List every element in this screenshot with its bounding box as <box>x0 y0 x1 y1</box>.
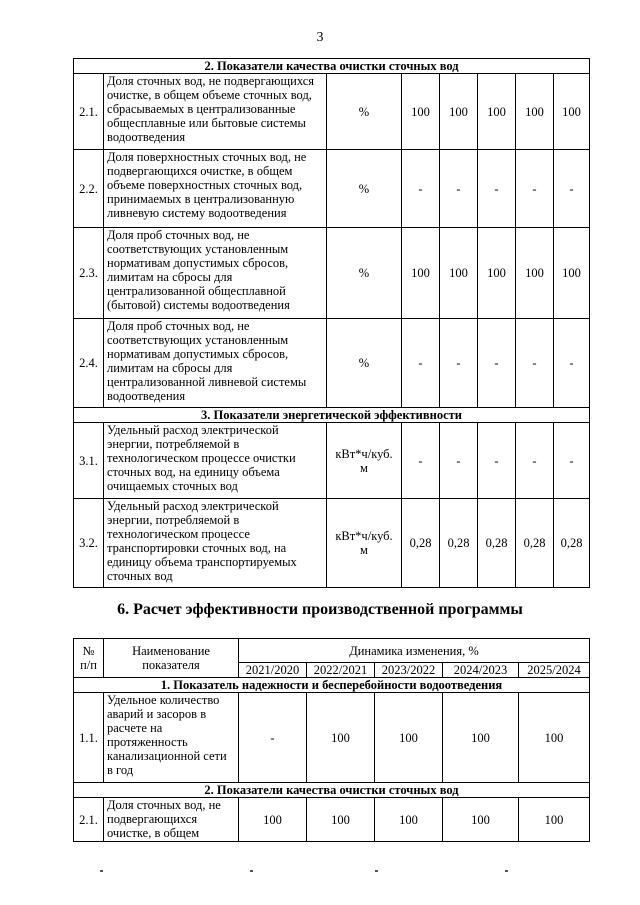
row-number: 2.1. <box>74 798 104 842</box>
table-row <box>74 74 590 150</box>
row-number: 2.1. <box>74 74 104 150</box>
header-number: № п/п <box>74 639 104 678</box>
row-value: 100 <box>443 798 519 842</box>
row-value: - <box>516 150 554 228</box>
scan-mark <box>375 870 378 872</box>
row-value: 100 <box>516 74 554 150</box>
header-year: 2023/2022 <box>375 663 443 678</box>
section-row <box>74 678 590 693</box>
row-description: Доля проб сточных вод, не соответствующих установленным нормативам допустимых сбросов, лимитам на сбросы для централизованной общесплавной (бытовой) системы водоотведения <box>104 228 327 319</box>
row-value: 0,28 <box>554 499 590 588</box>
row-unit: % <box>327 228 402 319</box>
row-value: 100 <box>478 228 516 319</box>
row-unit: % <box>327 319 402 408</box>
row-value: - <box>478 150 516 228</box>
section-row <box>74 783 590 798</box>
row-value: - <box>516 319 554 408</box>
row-value: - <box>440 423 478 499</box>
row-description: Доля сточных вод, не подвергающихся очистке, в общем <box>104 798 239 842</box>
row-number: 3.2. <box>74 499 104 588</box>
section-title: 2. Показатели качества очистки сточных вод <box>74 59 590 74</box>
row-value: 100 <box>440 74 478 150</box>
header-dynamics: Динамика изменения, % <box>239 639 590 663</box>
row-value: - <box>478 319 516 408</box>
table-row <box>74 228 590 319</box>
scan-marks <box>100 870 540 874</box>
scan-mark <box>250 870 253 872</box>
row-value: - <box>516 423 554 499</box>
row-unit: кВт*ч/куб. м <box>327 499 402 588</box>
section-title: 1. Показатель надежности и бесперебойности водоотведения <box>74 678 590 693</box>
row-value: 100 <box>402 74 440 150</box>
row-value: - <box>478 423 516 499</box>
row-value: 0,28 <box>516 499 554 588</box>
row-value: - <box>554 319 590 408</box>
table-row <box>74 423 590 499</box>
table-row <box>74 693 590 783</box>
row-value: 100 <box>554 228 590 319</box>
row-number: 1.1. <box>74 693 104 783</box>
header-year: 2025/2024 <box>519 663 590 678</box>
row-value: 100 <box>375 693 443 783</box>
row-unit: кВт*ч/куб. м <box>327 423 402 499</box>
row-number: 3.1. <box>74 423 104 499</box>
row-value: 100 <box>239 798 307 842</box>
row-value: - <box>239 693 307 783</box>
row-description: Доля проб сточных вод, не соответствующих установленным нормативам допустимых сбросов, лимитам на сбросы для централизованной ливневой системы водоотведения <box>104 319 327 408</box>
row-description: Доля сточных вод, не подвергающихся очистке, в общем объеме сточных вод, сбрасываемых в централизованные общесплавные или бытовые системы водоотведения <box>104 74 327 150</box>
row-description: Удельное количество аварий и засоров в расчете на протяженность канализационной сети в год <box>104 693 239 783</box>
efficiency-table <box>73 638 590 842</box>
section-title: 2. Показатели качества очистки сточных вод <box>74 783 590 798</box>
row-value: 0,28 <box>478 499 516 588</box>
scan-mark <box>100 870 103 872</box>
table-row <box>74 319 590 408</box>
header-row <box>74 639 590 663</box>
row-unit: % <box>327 150 402 228</box>
row-value: 100 <box>307 798 375 842</box>
row-number: 2.3. <box>74 228 104 319</box>
row-value: - <box>440 319 478 408</box>
scan-mark <box>505 870 508 872</box>
indicators-table <box>73 58 590 588</box>
row-description: Доля поверхностных сточных вод, не подвергающихся очистке, в общем объеме поверхностных сточных вод, принимаемых в централизованную ливневую систему водоотведения <box>104 150 327 228</box>
header-year: 2021/2020 <box>239 663 307 678</box>
row-number: 2.4. <box>74 319 104 408</box>
row-value: - <box>440 150 478 228</box>
table-row <box>74 150 590 228</box>
row-value: - <box>402 423 440 499</box>
header-year: 2022/2021 <box>307 663 375 678</box>
row-value: - <box>554 423 590 499</box>
section-heading: 6. Расчет эффективности производственной программы <box>117 601 523 618</box>
section-row <box>74 408 590 423</box>
row-value: - <box>402 319 440 408</box>
table-row <box>74 499 590 588</box>
row-value: 100 <box>478 74 516 150</box>
row-value: 100 <box>516 228 554 319</box>
row-description: Удельный расход электрической энергии, потребляемой в технологическом процессе очистки сточных вод, на единицу объема очищаемых сточных вод <box>104 423 327 499</box>
section-title: 3. Показатели энергетической эффективности <box>74 408 590 423</box>
header-name: Наименование показателя <box>104 639 239 678</box>
row-unit: % <box>327 74 402 150</box>
row-value: 100 <box>443 693 519 783</box>
header-year: 2024/2023 <box>443 663 519 678</box>
page-number: 3 <box>316 30 324 45</box>
table-row <box>74 798 590 842</box>
row-value: 0,28 <box>402 499 440 588</box>
row-number: 2.2. <box>74 150 104 228</box>
row-value: 100 <box>519 798 590 842</box>
row-value: - <box>402 150 440 228</box>
row-value: 100 <box>519 693 590 783</box>
row-value: 0,28 <box>440 499 478 588</box>
row-value: 100 <box>440 228 478 319</box>
row-value: 100 <box>402 228 440 319</box>
row-description: Удельный расход электрической энергии, потребляемой в технологическом процессе транспортировки сточных вод, на единицу объема транспортируемых сточных вод <box>104 499 327 588</box>
row-value: 100 <box>375 798 443 842</box>
section-row <box>74 59 590 74</box>
row-value: 100 <box>307 693 375 783</box>
row-value: 100 <box>554 74 590 150</box>
row-value: - <box>554 150 590 228</box>
